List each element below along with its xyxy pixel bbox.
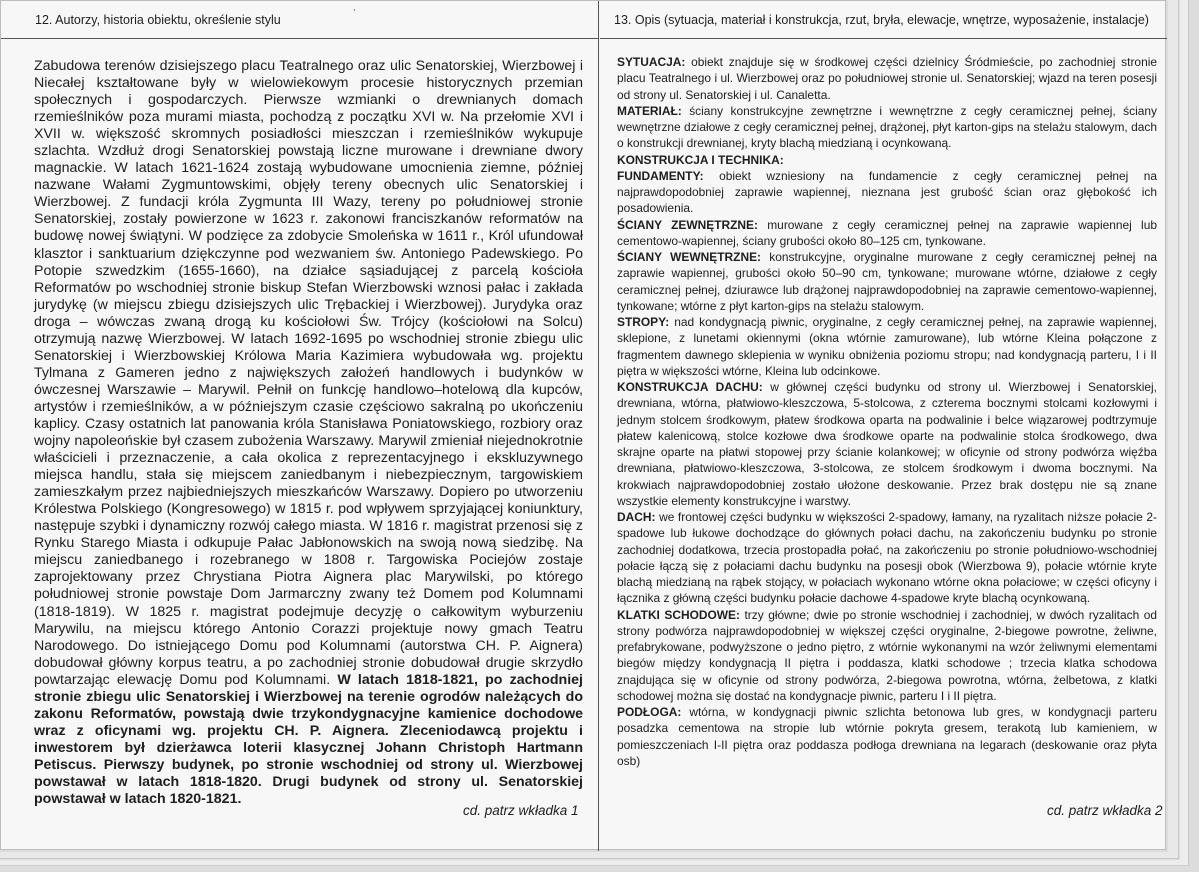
history-plain-text: Zabudowa terenów dzisiejszego placu Teatralnego oraz ulic Senatorskiej, Wierzbowej i Niecałej kształtowane były w wielowiekowym procesie historycznych przemian społecznych i gospodarczych. Pierwsze wzmianki o drewnianych domach rzemieślników poza murami miasta, pochodzą z początku XVI w. Na przełomie XVI i XVII w. większość skromnych posiadłości mieszczan i rzemieślników wykupuje szlachta. Wzdłuż drogi Senatorskiej powstają liczne murowane i drewniane dwory magnackie. W latach 1621-1624 zostają wybudowane umocnienia ziemne, później nazwane Wałami Zygmuntowskimi, objęły tereny obecnych ulic Senatorskiej i Wierzbowej. Z fundacji króla Zygmunta III Wazy, tereny po południowej stronie Senatorskiej, zostały powierzone w 1623 r. zakonowi franciszkanów reformatów na budowę nowej świątyni. W podzięce za zdobycie Smoleńska w 1611 r., Król ufundował klasztor i sanktuarium dziękczynne pod wezwaniem św. Antoniego Padewskiego. Po Potopie szwedzkim (1655-1660), na działce sąsiadującej z parcelą kościoła Reformatów po wschodniej stronie biskup Stefan Wierzbowski wznosi pałac i zakłada jurydykę (w miejscu zbiegu dzisiejszych ulic Trębackiej i Wierzbowej). Jurydyka oraz droga – wówczas zwaną drogą ku kościołowi Św. Trójcy (kościołowi na Solcu) otrzymują nazwę Wierzbowej. W latach 1692-1695 po wschodniej stronie zbiegu ulic Senatorskiej i Wierzbowskiej Królowa Maria Kazimiera wybudowała wg. projektu Tylmana z Gameren jedno z największych założeń handlowych i budynków w ówczesnej Warszawie – Marywil. Pełnił on funkcję handlowo–hotelową dla kupców, artystów i rzemieślników, a w późniejszym czasie częściowo sakralną po ukończeniu kaplicy. Czasy ostatnich lat panowania króla Stanisława Poniatowskiego, rozbiory oraz wojny napoleońskie był czasem zubożenia Warszawy. Marywil zmieniał niejednokrotnie właścicieli i przeznaczenie, a cała okolica z reprezentacyjnego i ekskluzywnego miejsca handlu, stała się miejscem zaniedbanym i niebezpiecznym, targowiskiem zamieszkałym przez najbiedniejszych mieszkańców Warszawy. Dopiero po utworzeniu Królestwa Polskiego (Kongresowego) w 1815 r. pod wpływem sprzyjającej koniunktury, następuje szybki i dynamiczny rozwój całego miasta. W 1816 r. magistrat przenosi się z Rynku Starego Miasta i odkupuje Pałac Jabłonowskich na swoją nową siedzibę. Na miejscu zaniedbanego i rozebranego w 1808 r. Targowiska Pociejów zostaje zaprojektowany przez Chrystiana Piotra Aignera plac Marywilski, po którego południowej stronie powstaje Dom Jarmarczny zwany też Domem pod Kolumnami (1818-1819). W 1825 r. magistrat podejmuje decyzję o całkowitym wyburzeniu Marywilu, na miejscu którego Antonio Corazzi projektuje nowy gmach Teatru Narodowego. Do istniejącego Domu pod Kolumnami (autorstwa CH. P. Aignera) dobudował główny korpus teatru, a po zachodniej stronie dobudował drugie skrzydło powtarzając elewację Domu pod Kolumnami. [34, 58, 583, 688]
section-text: trzy główne; dwie po stronie wschodniej i zachodniej, w dwóch ryzalitach od strony podwórza najprawdopodobniej w większej części oryginalne, 2-biegowe powrotne, żeliwne, prefabrykowane, podwyższone o jedno piętro, z wtórnie wykonanymi na wzór żeliwnymi elementami biegów między kondygnacją II piętra i poddasza, klatki schodowe ; trzecia klatka schodowa znajdująca się w oficynie od strony podwórza, 2-biegowa powrotna, wtórna, żelbetowa, z klatki schodowej można się dostać na kondygnacje piwnic, parteru I i II piętra. [617, 607, 1157, 703]
section-text: wtórna, w kondygnacji piwnic szlichta betonowa lub gres, w kondygnacji parteru posadzka cementowa na stropie lub wtórnie pokryta gresem, terakotą lub kamieniem, w pomieszczeniach I-II piętra oraz poddasza podłoga drewniana na legarach (deskowanie oraz płyta osb) [617, 705, 1157, 768]
section-label: ŚCIANY ZEWNĘTRZNE: [617, 217, 758, 232]
continuation-note-2: cd. patrz wkładka 2 [1047, 803, 1163, 818]
section-text: nad kondygnacją piwnic, oryginalne, z cegły ceramicznej pełnej, na zaprawie wapiennej, sklepione, z lunetami okiennymi (okna wtórnie zamurowane), lub wtórne Kleina połączone z fragmentem dawnego sklepienia w wyniku obniżenia poziomu stropu; nad kondygnacją parteru, I i II piętra w większości wtórne, Kleina lub odcinkowe. [617, 315, 1157, 378]
description-section [617, 217, 1157, 250]
page-stack-edge [0, 860, 1189, 866]
section-label: KLATKI SCHODOWE: [617, 607, 740, 622]
description-section [617, 54, 1157, 103]
description-section [617, 509, 1157, 607]
section-text: konstrukcyjne, oryginalne murowane z cegły ceramicznej pełnej na zaprawie wapiennej, grubości około 50–90 cm, tynkowane; murowane wtórne, działowe z cegły ceramicznej pełnej, dziurawce lub drążonej najprawdopodobniej na zaprawie cementowo-wapiennej, tynkowane; wtórne z płyt karton-gips na stelażu stalowym. [617, 250, 1157, 313]
section-label: ŚCIANY WEWNĘTRZNE: [617, 250, 762, 264]
section-label: KONSTRUKCJA DACHU: [617, 380, 763, 394]
section-13-title: 13. Opis (sytuacja, materiał i konstrukcja, rzut, bryła, elewacje, wnętrze, wyposażenie, instalacje) [614, 13, 1149, 27]
page-stack-edge [1180, 0, 1189, 864]
page-stack-edge [0, 852, 1179, 859]
section-12-title: 12. Autorzy, historia obiektu, określenie stylu [35, 13, 281, 27]
history-paragraph [34, 58, 583, 808]
section-text: obiekt wzniesiony na fundamencie z cegły ceramicznej pełnej na najprawdopodobniej zaprawie wapiennej, nieznana jest grubość ścian oraz głębokość ich posadowienia. [617, 168, 1157, 216]
description-section [617, 152, 1157, 168]
description-section [617, 379, 1157, 509]
section-label: DACH: [617, 510, 656, 524]
section-label: STROPY: [617, 315, 670, 329]
description-section [617, 249, 1157, 314]
description-column [600, 1, 1167, 851]
section-text: we frontowej części budynku w większości 2-spadowy, łamany, na ryzalitach niższe połacie 2-spadowe lub łukowe dochodzące do głównych połaci dachu, na zakończeniu budynku po stronie zachodniej dodatkowa, trzecia prostopadła połać, na zakończeniu po stronie południowo-wschodniej połacie łączą się z połaciami dachu budynku na posesji obok (Wierzbowa 9), połacie wtórnie kryte blachą miedzianą na rąbek stojący, w połaciach wykonano wtórne okna połaciowe; w części oficyny i łącznika z główną części budynku połacie dachowe 4-spadowe kryte blachą ocynkowaną. [617, 510, 1157, 606]
history-column [1, 1, 599, 851]
history-text [34, 58, 583, 808]
description-section [617, 607, 1157, 705]
section-label: MATERIAŁ: [617, 103, 682, 118]
section-label: PODŁOGA: [617, 705, 682, 719]
section-text: ściany konstrukcyjne zewnętrzne i wewnętrzne z cegły ceramicznej pełnej, ściany wewnętrzne działowe z cegły ceramicznej pełnej, drążonej, płyt karton-gips na stelażu stalowym, dach o konstrukcji drewnianej, kryty blachą miedzianą i ocynkowaną. [617, 103, 1157, 151]
header-mark: ˙ [353, 7, 357, 21]
description-section [617, 168, 1157, 217]
section-text: w głównej części budynku od strony ul. Wierzbowej i Senatorskiej, drewniana, wtórna, płatwiowo-kleszczowa, 5-stolcowa, z czterema bocznymi stolcami kozłowymi i jednym stolcem środkowym, płatew środkowa oparta na podwalinie i belce wiązarowej podtrzymuje płatew kalenicową, stolce kozłowe dwa środkowe oparte na podwalinie stolca środkowego, dwa skrajne oparte na płatwi stopowej przy ścianie kolankowej; w oficynie od strony podwórza więźba drewniana, płatwiowo-kleszczowa, 3-stolcowa, ze stolcem środkowym i dwoma bocznymi. Na krokwiach najprawdopodobniej zostało ułożone deskowanie. Przez brak dostępu nie są znane wszystkie elementy konstrukcyjne i warstwy. [617, 380, 1157, 508]
description-section [617, 314, 1157, 379]
description-section [617, 103, 1157, 152]
history-bold-text: W latach 1818-1821, po zachodniej stronie zbiegu ulic Senatorskiej i Wierzbowej na terenie ogrodów należących do zakonu Reformatów, powstają dwie trzykondygnacyjne kamienice dochodowe wraz z oficynami wg. projektu CH. P. Aignera. Zleceniodawcą projektu i inwestorem był dzierżawca loterii klasycznej Johann Christoph Hartmann Petiscus. Pierwszy budynek, po stronie wschodniej od strony ul. Wierzbowej powstawał w latach 1818-1820. Drugi budynek od strony ul. Senatorskiej powstawał w latach 1820-1821. [34, 671, 583, 808]
section-text: obiekt znajduje się w środkowej części dzielnicy Śródmieście, po zachodniej stronie placu Teatralnego i ul. Wierzbowej oraz po południowej stronie ul. Senatorskiej; wjazd na teren posesji od strony ul. Senatorskiej i ul. Canaletta. [617, 55, 1157, 102]
section-13-header [600, 13, 1167, 39]
section-label: FUNDAMENTY: [617, 168, 704, 183]
continuation-note-1: cd. patrz wkładka 1 [463, 803, 579, 818]
section-label: KONSTRUKCJA I TECHNIKA: [617, 152, 784, 167]
page-stack-edge [1168, 0, 1179, 858]
description-text [617, 54, 1157, 769]
description-section [617, 704, 1157, 769]
section-label: SYTUACJA: [617, 55, 686, 69]
section-text: murowane z cegły ceramicznej pełnej na zaprawie wapiennej lub cementowo-wapiennej, ściany grubości około 80–125 cm, tynkowane. [617, 217, 1157, 248]
section-12-header [1, 7, 598, 39]
